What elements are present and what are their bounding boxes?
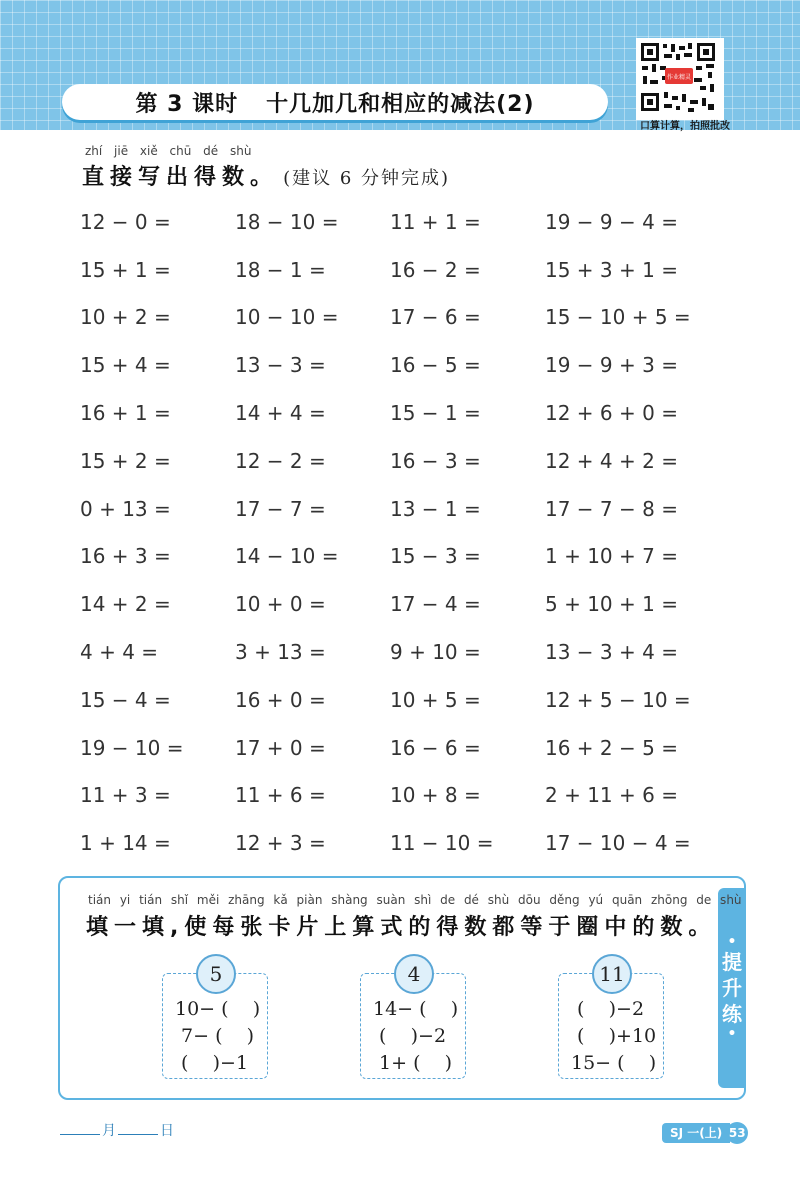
problem-item[interactable]: 12 + 6 + 0 = bbox=[545, 401, 678, 426]
month-label: 月 bbox=[102, 1123, 116, 1139]
side-tab-char: 升 bbox=[722, 976, 742, 1000]
problem-item[interactable]: 15 + 2 = bbox=[80, 448, 171, 473]
problem-item[interactable]: 13 − 1 = bbox=[390, 496, 481, 521]
problem-item[interactable]: 11 + 1 = bbox=[390, 209, 481, 234]
problem-item[interactable]: 11 + 3 = bbox=[80, 783, 171, 808]
problem-item[interactable]: 14 − 10 = bbox=[235, 544, 339, 569]
problem-item[interactable]: 17 − 10 − 4 = bbox=[545, 831, 691, 856]
problem-item[interactable]: 5 + 10 + 1 = bbox=[545, 592, 678, 617]
target-number-circle: 4 bbox=[394, 954, 434, 994]
side-tab-char: 提 bbox=[722, 950, 742, 974]
time-suggestion-note: (建议 6 分钟完成) bbox=[283, 168, 451, 189]
problem-item[interactable]: 13 − 3 = bbox=[235, 353, 326, 378]
month-blank[interactable] bbox=[60, 1122, 100, 1135]
target-number-circle: 11 bbox=[592, 954, 632, 994]
card-equation[interactable]: 10− ( ) bbox=[175, 998, 261, 1020]
card-equation[interactable]: 14− ( ) bbox=[373, 998, 459, 1020]
problem-row bbox=[80, 485, 720, 533]
problem-item[interactable]: 3 + 13 = bbox=[235, 640, 326, 665]
card-equation[interactable]: ( )+10 bbox=[571, 1025, 657, 1047]
problem-item[interactable]: 16 + 3 = bbox=[80, 544, 171, 569]
card-equation[interactable]: ( )−2 bbox=[571, 998, 645, 1020]
problem-item[interactable]: 12 + 4 + 2 = bbox=[545, 448, 678, 473]
problem-item[interactable]: 13 − 3 + 4 = bbox=[545, 640, 678, 665]
problem-item[interactable]: 18 − 1 = bbox=[235, 257, 326, 282]
side-tab-char: 练 bbox=[722, 1002, 742, 1026]
lesson-title: 十几加几和相应的减法(2) bbox=[266, 91, 535, 117]
problem-item[interactable]: 19 − 9 − 4 = bbox=[545, 209, 678, 234]
problem-item[interactable]: 12 + 5 − 10 = bbox=[545, 687, 691, 712]
problem-row bbox=[80, 580, 720, 628]
problem-item[interactable]: 14 + 2 = bbox=[80, 592, 171, 617]
problem-row bbox=[80, 198, 720, 246]
equation-card bbox=[360, 962, 466, 1079]
problem-row bbox=[80, 294, 720, 342]
problem-item[interactable]: 0 + 13 = bbox=[80, 496, 171, 521]
problem-item[interactable]: 15 − 10 + 5 = bbox=[545, 305, 691, 330]
problem-item[interactable]: 19 − 9 + 3 = bbox=[545, 353, 678, 378]
problem-item[interactable]: 16 − 2 = bbox=[390, 257, 481, 282]
problem-item[interactable]: 17 − 7 = bbox=[235, 496, 326, 521]
problem-row bbox=[80, 676, 720, 724]
problem-row bbox=[80, 724, 720, 772]
footer-badge bbox=[662, 1122, 748, 1144]
problem-row bbox=[80, 819, 720, 867]
problem-item[interactable]: 12 − 0 = bbox=[80, 209, 171, 234]
problem-item[interactable]: 12 − 2 = bbox=[235, 448, 326, 473]
arithmetic-problem-grid bbox=[80, 198, 720, 867]
problem-item[interactable]: 17 − 4 = bbox=[390, 592, 481, 617]
problem-item[interactable]: 4 + 4 = bbox=[80, 640, 159, 665]
equation-card bbox=[558, 962, 664, 1079]
day-label: 日 bbox=[160, 1123, 174, 1139]
instruction-text: 直接写出得数。 bbox=[82, 165, 279, 190]
qr-code-icon[interactable] bbox=[636, 38, 724, 120]
problem-item[interactable]: 16 + 1 = bbox=[80, 401, 171, 426]
card-equation[interactable]: ( )−2 bbox=[373, 1025, 447, 1047]
problem-row bbox=[80, 341, 720, 389]
problem-item[interactable]: 11 − 10 = bbox=[390, 831, 494, 856]
instruction-pinyin: zhí jiē xiě chū dé shù bbox=[85, 144, 252, 158]
problem-item[interactable]: 10 + 8 = bbox=[390, 783, 481, 808]
problem-item[interactable]: 16 + 0 = bbox=[235, 687, 326, 712]
problem-item[interactable]: 15 − 3 = bbox=[390, 544, 481, 569]
problem-item[interactable]: 9 + 10 = bbox=[390, 640, 481, 665]
problem-item[interactable]: 1 + 10 + 7 = bbox=[545, 544, 678, 569]
edition-label: SJ 一(上) bbox=[662, 1123, 730, 1143]
problem-row bbox=[80, 437, 720, 485]
problem-item[interactable]: 17 + 0 = bbox=[235, 735, 326, 760]
problem-item[interactable]: 2 + 11 + 6 = bbox=[545, 783, 678, 808]
card-equation[interactable]: ( )−1 bbox=[175, 1052, 249, 1074]
problem-item[interactable]: 1 + 14 = bbox=[80, 831, 171, 856]
instruction-line bbox=[82, 160, 450, 191]
qr-caption: 口算计算，拍照批改 bbox=[640, 121, 730, 132]
problem-item[interactable]: 10 − 10 = bbox=[235, 305, 339, 330]
day-blank[interactable] bbox=[118, 1122, 158, 1135]
card-equation[interactable]: 7− ( ) bbox=[175, 1025, 255, 1047]
problem-item[interactable]: 16 − 5 = bbox=[390, 353, 481, 378]
problem-item[interactable]: 12 + 3 = bbox=[235, 831, 326, 856]
problem-item[interactable]: 17 − 7 − 8 = bbox=[545, 496, 678, 521]
problem-row bbox=[80, 389, 720, 437]
problem-row bbox=[80, 533, 720, 581]
practice-pinyin: tián yi tián shǐ měi zhāng kǎ piàn shàng suàn shì de dé shù dōu děng yú quān zhōng de shù bbox=[88, 893, 742, 907]
problem-item[interactable]: 19 − 10 = bbox=[80, 735, 184, 760]
side-tab-practice bbox=[718, 888, 746, 1088]
problem-item[interactable]: 15 + 4 = bbox=[80, 353, 171, 378]
problem-item[interactable]: 16 − 3 = bbox=[390, 448, 481, 473]
problem-item[interactable]: 17 − 6 = bbox=[390, 305, 481, 330]
equation-card bbox=[162, 962, 268, 1079]
problem-item[interactable]: 14 + 4 = bbox=[235, 401, 326, 426]
problem-item[interactable]: 18 − 10 = bbox=[235, 209, 339, 234]
target-number-circle: 5 bbox=[196, 954, 236, 994]
problem-item[interactable]: 10 + 2 = bbox=[80, 305, 171, 330]
practice-instruction: 填一填,使每张卡片上算式的得数都等于圈中的数。 bbox=[86, 915, 717, 940]
problem-item[interactable]: 10 + 0 = bbox=[235, 592, 326, 617]
problem-row bbox=[80, 246, 720, 294]
date-field bbox=[58, 1120, 174, 1140]
page-number: 53 bbox=[726, 1122, 748, 1144]
problem-item[interactable]: 10 + 5 = bbox=[390, 687, 481, 712]
card-equation[interactable]: 1+ ( ) bbox=[373, 1052, 453, 1074]
problem-item[interactable]: 15 + 1 = bbox=[80, 257, 171, 282]
problem-item[interactable]: 15 − 4 = bbox=[80, 687, 171, 712]
problem-item[interactable]: 15 − 1 = bbox=[390, 401, 481, 426]
problem-item[interactable]: 16 − 6 = bbox=[390, 735, 481, 760]
card-equation[interactable]: 15− ( ) bbox=[571, 1052, 657, 1074]
problem-item[interactable]: 16 + 2 − 5 = bbox=[545, 735, 678, 760]
side-tab-dot: • bbox=[727, 1026, 737, 1042]
qr-badge-text: 作业精灵 bbox=[666, 74, 692, 81]
lesson-title-banner bbox=[62, 84, 608, 120]
problem-item[interactable]: 11 + 6 = bbox=[235, 783, 326, 808]
side-tab-dot: • bbox=[727, 934, 737, 950]
problem-item[interactable]: 15 + 3 + 1 = bbox=[545, 257, 678, 282]
lesson-number: 第 3 课时 bbox=[135, 91, 239, 117]
qr-code-graphic bbox=[638, 40, 718, 114]
problem-row bbox=[80, 628, 720, 676]
problem-row bbox=[80, 772, 720, 820]
